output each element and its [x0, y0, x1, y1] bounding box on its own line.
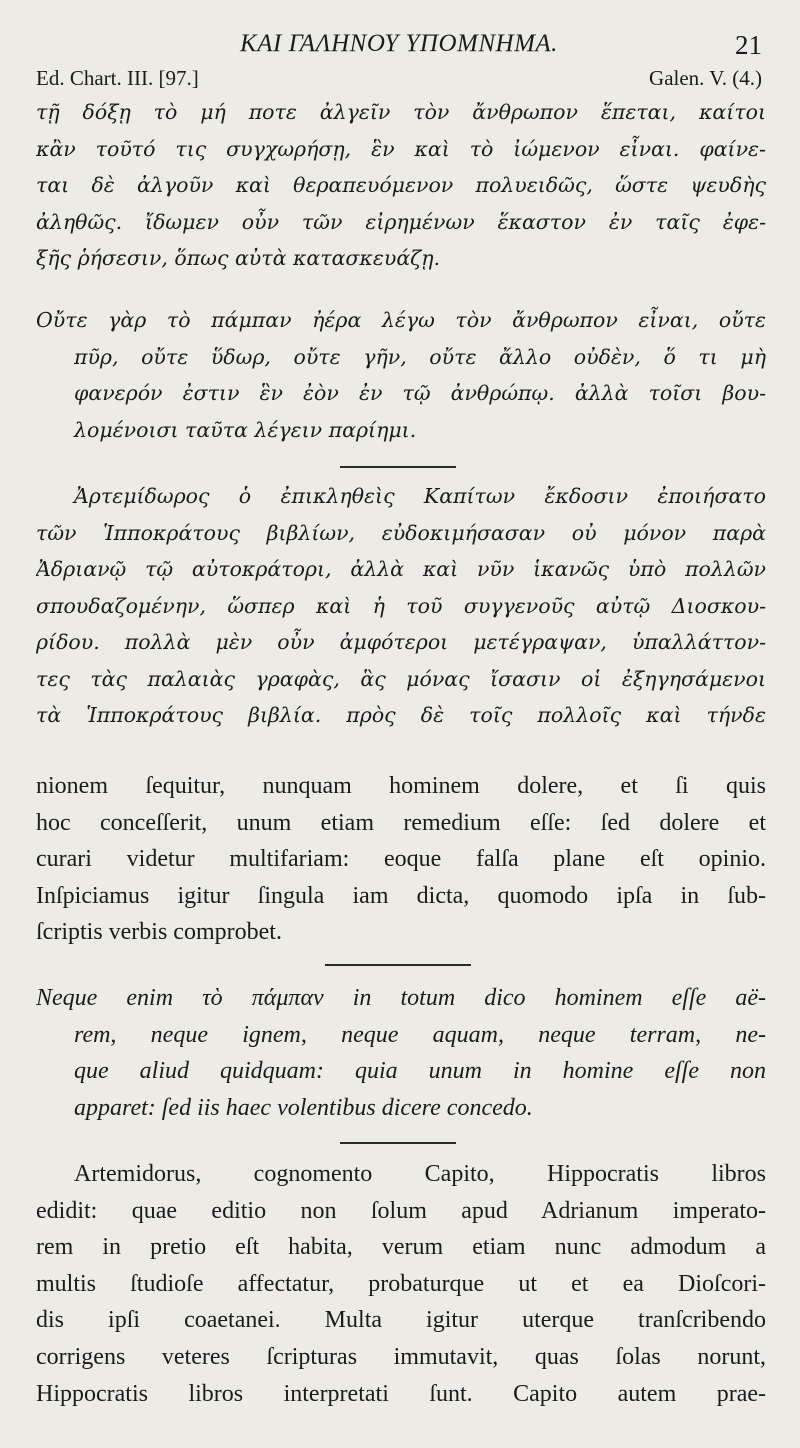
- greek-hippocratic-text: [36, 302, 766, 448]
- text-line: nionem ſequitur, nunquam hominem dolere, et ſi quis: [36, 773, 766, 799]
- text-line: rem, neque ignem, neque aquam, neque terram, ne-: [74, 1021, 766, 1048]
- text-line: corrigens veteres ſcripturas immutavit, quas ſolas norunt,: [36, 1343, 766, 1370]
- text-line: σπουδαζομένην, ὥσπερ καὶ ἡ τοῦ συγγενοῦς αὐτῷ Διοσκου-: [36, 593, 766, 618]
- text-line: multis ſtudioſe affectatur, probaturque ut et ea Dioſcori-: [36, 1270, 766, 1297]
- greek-commentary: [36, 478, 766, 734]
- edition-reference: [36, 66, 762, 94]
- text-line: rem in pretio eſt habita, verum etiam nunc admodum a: [36, 1234, 766, 1261]
- text-line: que aliud quidquam: quia unum in homine eſſe non: [74, 1058, 766, 1085]
- section-divider: [340, 466, 456, 468]
- text-line: λομένοισι ταῦτα λέγειν παρίημι.: [74, 417, 417, 442]
- text-line: Artemidorus, cognomento Capito, Hippocratis libros: [74, 1161, 766, 1187]
- text-line: edidit: quae editio non ſolum apud Adrianum imperato-: [36, 1197, 766, 1224]
- latin-continuation: [36, 768, 766, 951]
- text-line: τες τὰς παλαιὰς γραφὰς, ἃς μόνας ἴσασιν οἱ ἐξηγησάμενοι: [36, 666, 766, 691]
- text-line: ξῆς ῥήσεσιν, ὅπως αὐτὰ κατασκευάζῃ.: [36, 246, 441, 270]
- text-line: hoc conceſſerit, unum etiam remedium eſſe: ſed dolere et: [36, 809, 766, 836]
- text-line: Ἀδριανῷ τῷ αὐτοκράτορι, ἀλλὰ καὶ νῦν ἱκανῶς ὑπὸ πολλῶν: [36, 557, 766, 581]
- galen-edition-ref: Galen. V. (4.): [649, 66, 762, 90]
- text-line: ρίδου. πολλὰ μὲν οὖν ἀμφότεροι μετέγραψαν, ὑπαλλάττον-: [36, 630, 766, 654]
- text-line: ται δὲ ἀλγοῦν καὶ θεραπευόμενον πολυειδῶς, ὥστε ψευδὴς: [36, 173, 766, 197]
- section-divider: [340, 1142, 456, 1144]
- text-line: τῶν Ἱπποκράτους βιβλίων, εὐδοκιμήσασαν οὐ μόνον παρὰ: [36, 520, 766, 545]
- text-line: Hippocratis libros interpretati ſunt. Capito autem prae-: [36, 1380, 766, 1407]
- text-line: φανερόν ἐστιν ἓν ἐὸν ἐν τῷ ἀνθρώπῳ. ἀλλὰ τοῖσι βου-: [74, 381, 766, 405]
- text-line: ἀληθῶς. ἴδωμεν οὖν τῶν εἰρημένων ἕκαστον ἐν ταῖς ἐφε-: [36, 209, 766, 234]
- text-line: Οὔτε γὰρ τὸ πάμπαν ἠέρα λέγω τὸν ἄνθρωπον εἶναι, οὔτε: [36, 308, 766, 332]
- text-line: τὰ Ἱπποκράτους βιβλία. πρὸς δὲ τοῖς πολλοῖς καὶ τήνδε: [36, 703, 766, 727]
- text-line: ſcriptis verbis comprobet.: [36, 919, 282, 946]
- text-line: Ἀρτεμίδωρος ὁ ἐπικληθεὶς Καπίτων ἔκδοσιν ἐποιήσατο: [74, 484, 766, 508]
- text-line: πῦρ, οὔτε ὕδωρ, οὔτε γῆν, οὔτε ἄλλο οὐδὲν, ὅ τι μὴ: [74, 344, 766, 369]
- text-line: dis ipſi coaetanei. Multa igitur uterque tranſcribendo: [36, 1307, 766, 1334]
- text-line: apparet: ſed iis haec volentibus dicere concedo.: [74, 1094, 533, 1121]
- latin-commentary: [36, 1156, 766, 1412]
- chartier-edition-ref: Ed. Chart. III. [97.]: [36, 66, 199, 90]
- greek-continuation: [36, 94, 766, 277]
- text-line: τῇ δόξῃ τὸ μή ποτε ἀλγεῖν τὸν ἄνθρωπον ἕπεται, καίτοι: [36, 100, 766, 124]
- running-head: [36, 30, 762, 62]
- section-divider: [325, 964, 471, 966]
- latin-hippocratic-text: [36, 980, 766, 1126]
- running-title: ΚΑΙ ΓΑΛΗΝΟΥ ΥΠΟΜΝΗΜΑ.: [240, 30, 558, 57]
- text-line: Neque enim τὸ πάμπαν in totum dico hominem eſſe aë-: [36, 985, 766, 1011]
- text-line: κἂν τοῦτό τις συγχωρήσῃ, ἓν καὶ τὸ ἰώμενον εἶναι. φαίνε-: [36, 136, 766, 161]
- text-line: curari videtur multifariam: eoque falſa plane eſt opinio.: [36, 846, 766, 873]
- page-number: 21: [735, 30, 762, 60]
- text-line: Inſpiciamus igitur ſingula iam dicta, quomodo ipſa in ſub-: [36, 882, 766, 909]
